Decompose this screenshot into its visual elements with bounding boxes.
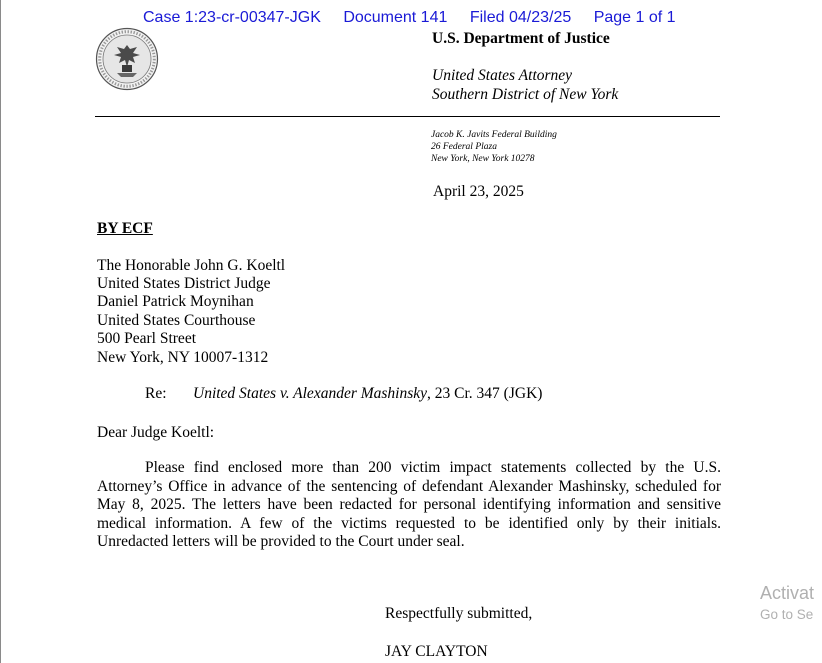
filed-date: Filed 04/23/25 [469,9,572,26]
office-address-line-1: Jacob K. Javits Federal Building [431,130,557,140]
re-subject [193,385,542,403]
ecf-filing-header [143,9,694,27]
office-address-line-3: New York, New York 10278 [431,154,535,164]
recipient-line-4: United States Courthouse [97,312,256,329]
office-name: United States Attorney [432,67,573,84]
recipient-line-2: United States District Judge [97,275,271,292]
letterhead-divider [95,116,720,117]
recipient-line-6: New York, NY 10007-1312 [97,349,269,366]
re-case-number: , 23 Cr. 347 (JGK) [427,385,543,402]
page-count: Page 1 of 1 [593,9,676,26]
delivery-method: BY ECF [97,220,153,237]
re-case-name: United States v. Alexander Mashinsky [193,385,428,402]
district-name: Southern District of New York [432,86,619,103]
page-left-edge [0,0,1,663]
doj-seal-icon [95,27,159,91]
department-name: U.S. Department of Justice [432,30,610,47]
recipient-line-5: 500 Pearl Street [97,330,197,347]
recipient-line-3: Daniel Patrick Moynihan [97,293,254,310]
document-number: Document 141 [343,9,448,26]
case-number: Case 1:23-cr-00347-JGK [143,9,321,26]
activation-watermark-line-1: Activat [760,583,815,603]
letter-date: April 23, 2025 [433,183,524,200]
letter-body [97,459,721,552]
closing: Respectfully submitted, [385,605,533,622]
body-paragraph: Please find enclosed more than 200 victim impact statements collected by the U.S. Attorney’s Office in advance of the sentencing of defendant Alexander Mashinsky, scheduled for May 8, 2025. The letters have been redacted for personal identifying information and sensitive medical information. A few of the victims requested to be identified only by their initials. Unredacted letters will be provided to the Court under seal. [97,459,721,551]
recipient-line-1: The Honorable John G. Koeltl [97,257,286,274]
signer-name: JAY CLAYTON [385,643,488,660]
office-address-line-2: 26 Federal Plaza [431,142,497,152]
salutation: Dear Judge Koeltl: [97,424,215,441]
activation-watermark-line-2: Go to Se [760,607,814,622]
re-label: Re: [145,385,167,402]
